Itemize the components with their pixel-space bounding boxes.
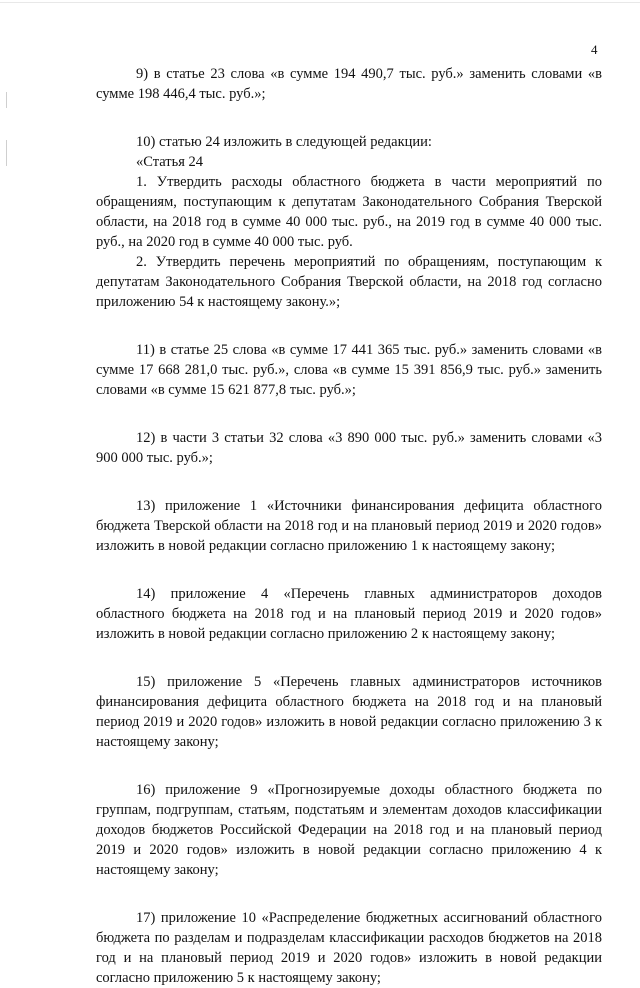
- scan-margin-mark: [6, 92, 7, 108]
- page-number: 4: [591, 42, 598, 57]
- paragraph-item-10: 10) статью 24 изложить в следующей редакции:: [136, 134, 432, 150]
- paragraph-item-12: 12) в части 3 статьи 32 слова «3 890 000 тыс. руб.» заменить словами «3 900 000 тыс. руб.»;: [96, 430, 602, 466]
- scan-margin-mark: [6, 140, 7, 166]
- article-clause-1: 1. Утвердить расходы областного бюджета в части мероприятий по обращениям, поступающим к депутатам Законодательного Собрания Тверской области, на 2018 год в сумме 40 000 тыс. руб., на 2019 год в сумме 40 000 тыс. руб., на 2020 год в сумме 40 000 тыс. руб.: [96, 174, 602, 250]
- paragraph-item-15: 15) приложение 5 «Перечень главных администраторов источников финансирования дефицита областного бюджета на 2018 год и на плановый период 2019 и 2020 годов» изложить в новой редакции согласно приложению 3 к настоящему закону;: [96, 674, 602, 750]
- document-body: [96, 64, 602, 988]
- article-clause-2: 2. Утвердить перечень мероприятий по обращениям, поступающим к депутатам Законодательного Собрания Тверской области, на 2018 год согласно приложению 54 к настоящему закону.»;: [96, 254, 602, 310]
- paragraph-item-14: 14) приложение 4 «Перечень главных администраторов доходов областного бюджета на 2018 год и на плановый период 2019 и 2020 годов» изложить в новой редакции согласно приложению 2 к настоящему закону;: [96, 586, 602, 642]
- paragraph-item-13: 13) приложение 1 «Источники финансирования дефицита областного бюджета Тверской области на 2018 год и на плановый период 2019 и 2020 годов» изложить в новой редакции согласно приложению 1 к настоящему закону;: [96, 498, 602, 554]
- article-heading: «Статья 24: [136, 154, 204, 170]
- paragraph-item-9: 9) в статье 23 слова «в сумме 194 490,7 тыс. руб.» заменить словами «в сумме 198 446,4 тыс. руб.»;: [96, 66, 602, 102]
- paragraph-item-17: 17) приложение 10 «Распределение бюджетных ассигнований областного бюджета по разделам и подразделам классификации расходов бюджетов на 2018 год и на плановый период 2019 и 2020 годов» изложить в новой редакции согласно приложению 5 к настоящему закону;: [96, 910, 602, 986]
- scan-top-edge: [0, 2, 640, 3]
- paragraph-item-16: 16) приложение 9 «Прогнозируемые доходы областного бюджета по группам, подгруппам, статьям, подстатьям и элементам доходов классификации доходов бюджетов Российской Федерации на 2018 год и на плановый период 2019 и 2020 годов» изложить в новой редакции согласно приложению 4 к настоящему закону;: [96, 782, 602, 878]
- paragraph-item-11: 11) в статье 25 слова «в сумме 17 441 365 тыс. руб.» заменить словами «в сумме 17 668 281,0 тыс. руб.», слова «в сумме 15 391 856,9 тыс. руб.» заменить словами «в сумме 15 621 877,8 тыс. руб.»;: [96, 342, 602, 398]
